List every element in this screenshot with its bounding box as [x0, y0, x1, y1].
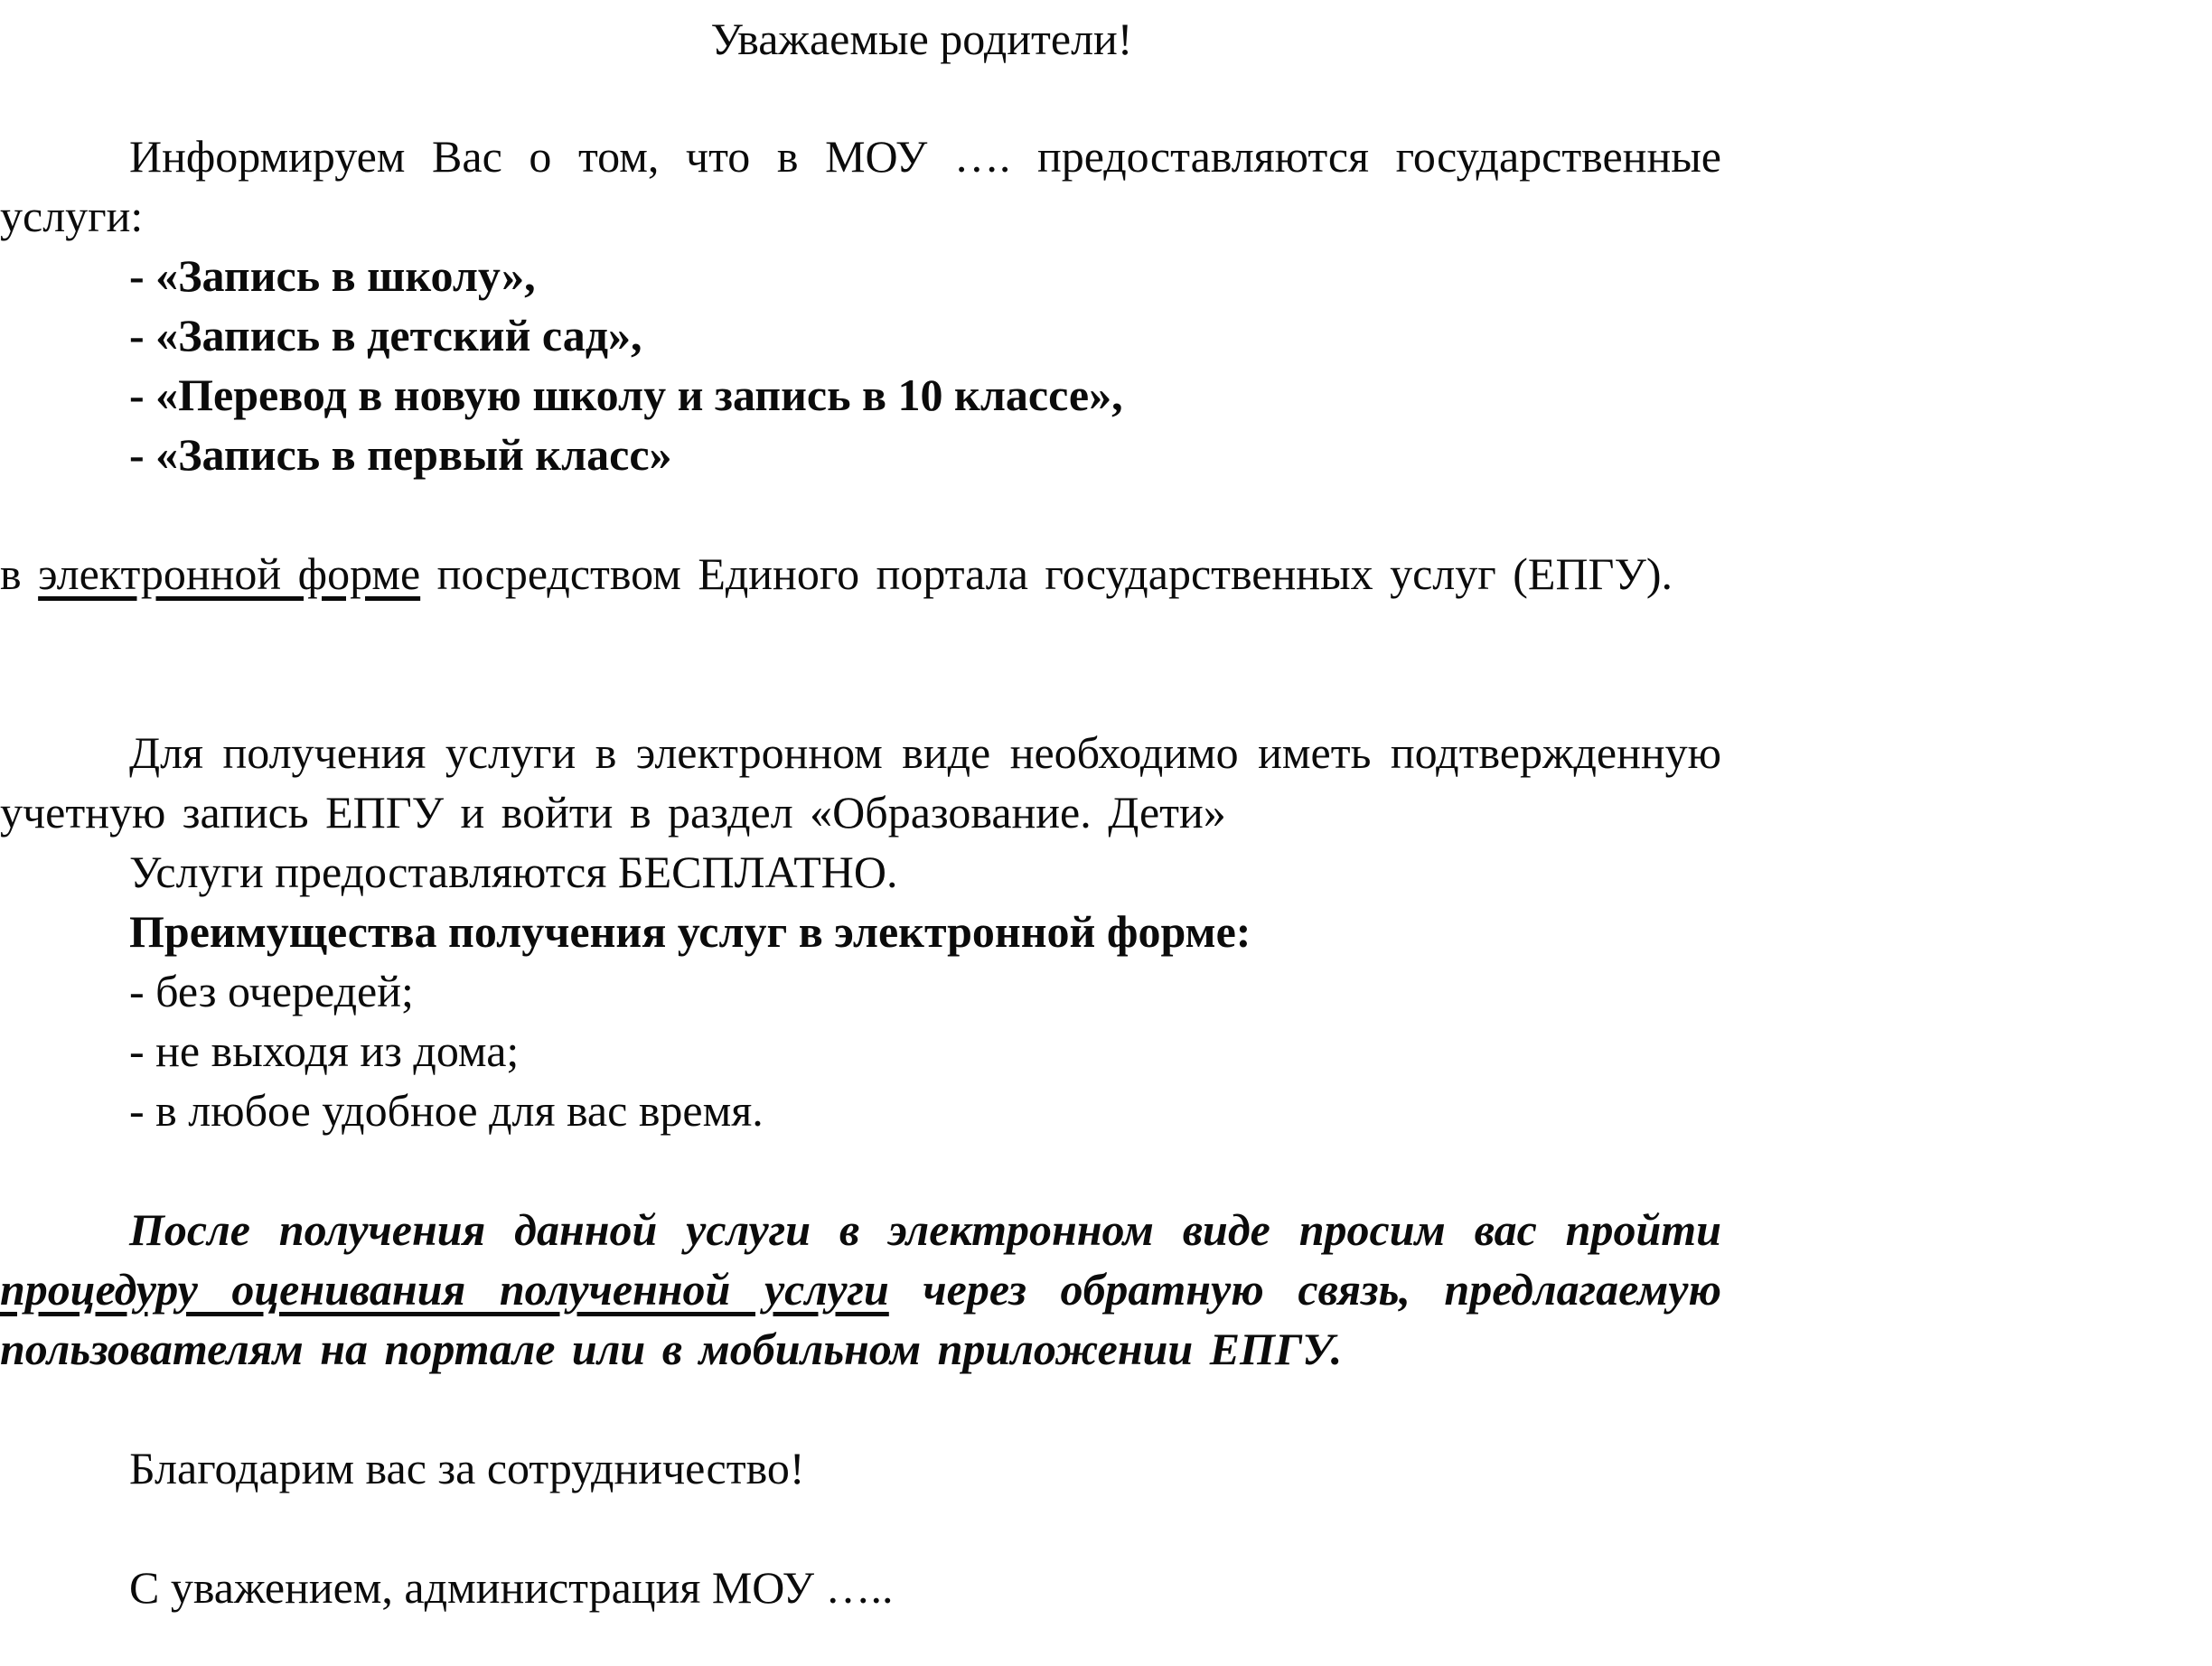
service-item-transfer: - «Перевод в новую школу и запись в 10 классе»,	[129, 370, 1123, 420]
intro-text: Информируем Вас о том, что в МОУ …. предоставляются государственные услуги:	[0, 131, 1721, 241]
letter-title: Уважаемые родители!	[710, 14, 1133, 64]
advantages-list	[129, 961, 764, 1140]
feedback-text-after: через обратную связь, предлагаемую пользователям на портале или в мобильном приложении ЕПГУ.	[0, 1264, 1721, 1374]
services-list	[129, 246, 1720, 484]
advantages-heading: Преимущества получения услуг в электронной форме:	[129, 906, 1251, 957]
portal-paragraph	[0, 544, 1721, 604]
advantage-item-from-home: - не выходя из дома;	[129, 1025, 520, 1076]
portal-text-before: в	[0, 548, 39, 599]
feedback-text-before: После получения данной услуги в электронном виде просим вас пройти	[129, 1204, 1721, 1255]
free-note: Услуги предоставляются БЕСПЛАТНО.	[129, 847, 898, 897]
advantage-item-any-time: - в любое удобное для вас время.	[129, 1085, 764, 1136]
feedback-paragraph	[0, 1200, 1721, 1379]
rating-procedure-underlined: процедуру оценивания полученной услуги	[0, 1264, 889, 1315]
signature-line: С уважением, администрация МОУ …..	[129, 1562, 894, 1613]
service-item-first-grade: - «Запись в первый класс»	[129, 429, 672, 480]
howto-text: Для получения услуги в электронном виде необходимо иметь подтвержденную учетную запись ЕПГУ и войти в раздел «Образование. Дети»	[0, 727, 1721, 838]
thanks-line: Благодарим вас за сотрудничество!	[129, 1443, 805, 1493]
portal-text-after: посредством Единого портала государственных услуг (ЕПГУ).	[420, 548, 1673, 599]
advantage-item-no-queue: - без очередей;	[129, 966, 414, 1016]
service-item-kindergarten: - «Запись в детский сад»,	[129, 310, 642, 360]
electronic-form-underlined: электронной форме	[38, 548, 421, 599]
howto-paragraph	[0, 723, 1721, 842]
service-item-school: - «Запись в школу»,	[129, 250, 536, 301]
intro-paragraph	[0, 126, 1721, 246]
